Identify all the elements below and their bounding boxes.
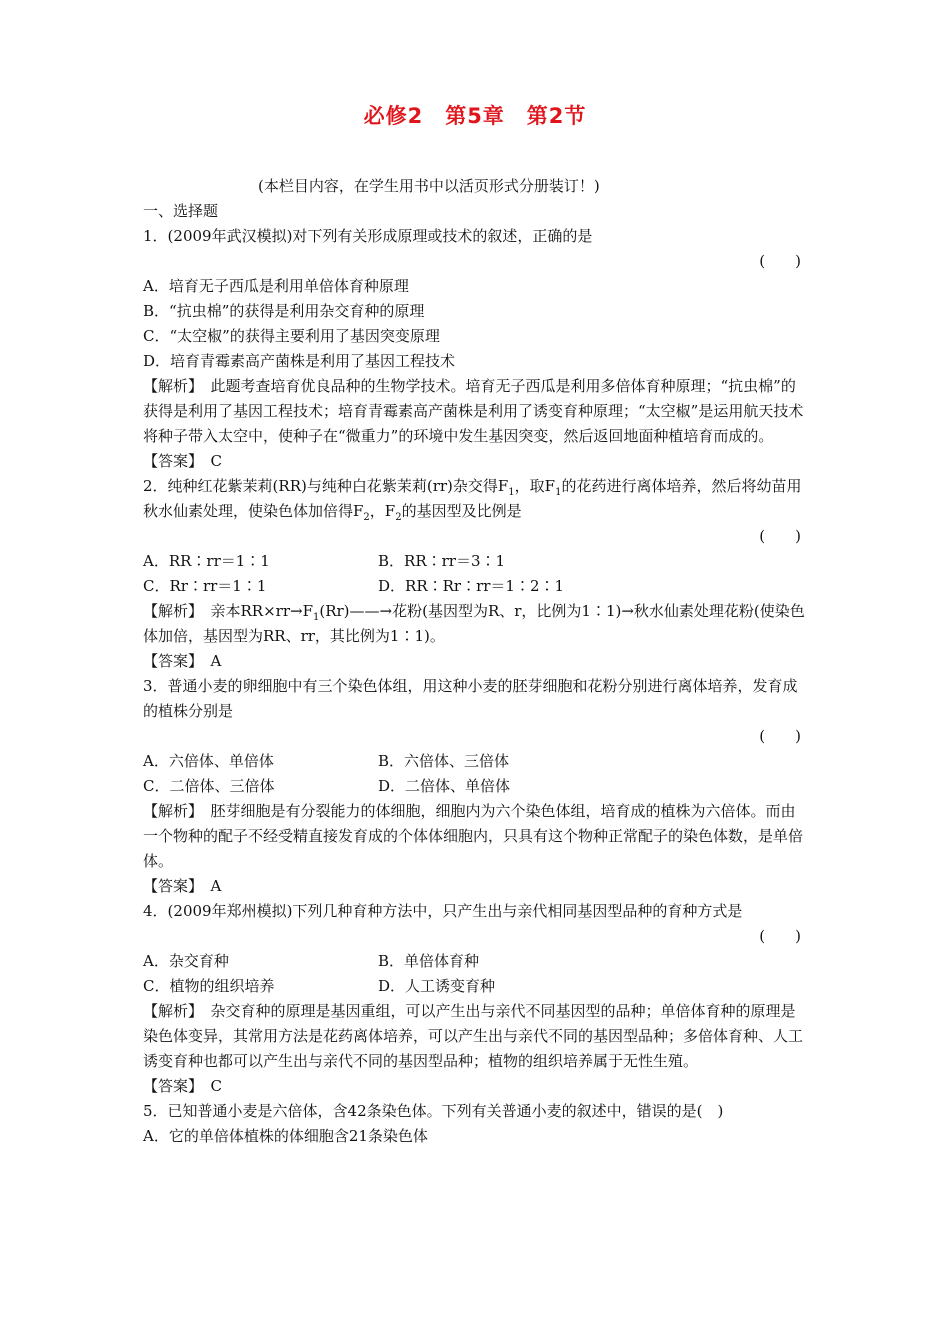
question-4-analysis: 【解析】 杂交育种的原理是基因重组，可以产生出与亲代不同基因型的品种；单倍体育种的原理是染色体变异，其常用方法是花药离体培养，可以产生出与亲代不同的基因型品种；多倍体育种、人工诱变育种也都可以产生出与亲代不同的基因型品种；植物的组织培养属于无性生殖。 [143, 1002, 804, 1070]
question-4-option-c: C．植物的组织培养 [143, 977, 275, 995]
question-2-stem: 2．纯种红花紫茉莉(RR)与纯种白花紫茉莉(rr)杂交得$F_1$，取$F_1$的花药进行离体培养，然后将幼苗用秋水仙素处理，使染色体加倍得$F_2$，$F_2$的基因型及比例是 [143, 477, 802, 523]
question-3-stem: 3．普通小麦的卵细胞中有三个染色体组，用这种小麦的胚芽细胞和花粉分别进行离体培养，发育成的植株分别是 [143, 677, 798, 720]
section-heading: 一、选择题 [143, 202, 219, 220]
binding-note: (本栏目内容，在学生用书中以活页形式分册装订！) [258, 177, 600, 195]
question-4-stem: 4．(2009年郑州模拟)下列几种育种方法中，只产生出与亲代相同基因型品种的育种方式是 [143, 902, 743, 920]
question-4-option-d: D．人工诱变育种 [378, 977, 496, 995]
question-2-options-row-2 [143, 574, 807, 599]
question-4-options-row-1 [143, 949, 807, 974]
question-1-analysis: 【解析】 此题考查培育优良品种的生物学技术。培育无子西瓜是利用多倍体育种原理；“抗虫棉”的获得是利用了基因工程技术；培育青霉素高产菌株是利用了诱变育种原理；“太空椒”是运用航天技术将种子带入太空中，使种子在“微重力”的环境中发生基因突变，然后返回地面种植培育而成的。 [143, 377, 804, 445]
question-3-option-c: C．二倍体、三倍体 [143, 777, 275, 795]
question-3-option-b: B．六倍体、三倍体 [378, 752, 510, 770]
question-3-options-row-2 [143, 774, 807, 799]
question-4-option-b: B．单倍体育种 [378, 952, 480, 970]
question-5-stem: 5．已知普通小麦是六倍体，含42条染色体。下列有关普通小麦的叙述中，错误的是( ) [143, 1102, 724, 1120]
question-4-options-row-2 [143, 974, 807, 999]
question-1-answer: 【答案】 C [143, 452, 222, 470]
question-1-option-b: B．“抗虫棉”的获得是利用杂交育种的原理 [143, 302, 425, 320]
question-3-answer: 【答案】 A [143, 877, 222, 895]
question-1-option-d: D．培育青霉素高产菌株是利用了基因工程技术 [143, 352, 456, 370]
question-2-option-a: A．RR∶rr＝1∶1 [143, 552, 270, 570]
answer-blank: ( ) [759, 527, 801, 545]
question-2-option-c: C．Rr∶rr＝1∶1 [143, 577, 267, 595]
question-2-options-row-1 [143, 549, 807, 574]
answer-blank: ( ) [759, 252, 801, 270]
question-2-analysis: 【解析】 亲本$RR\times rr\to F_1(Rr)——\to$花粉(基因型为R、r，比例为1∶1)→秋水仙素处理花粉(使染色体加倍，基因型为RR、rr，其比例为1∶1)。 [143, 602, 805, 645]
question-5-option-a: A．它的单倍体植株的体细胞含21条染色体 [143, 1127, 428, 1145]
question-3-options-row-1 [143, 749, 807, 774]
question-1-stem: 1．(2009年武汉模拟)对下列有关形成原理或技术的叙述，正确的是 [143, 227, 593, 245]
page-title: 必修2 第5章 第2节 [363, 104, 587, 128]
document-body [143, 199, 807, 1149]
question-2-answer: 【答案】 A [143, 652, 222, 670]
question-2-option-b: B．RR∶rr＝3∶1 [378, 552, 506, 570]
answer-blank: ( ) [759, 727, 801, 745]
question-4-option-a: A．杂交育种 [143, 952, 229, 970]
question-1-option-a: A．培育无子西瓜是利用单倍体育种原理 [143, 277, 409, 295]
question-1-option-c: C．“太空椒”的获得主要利用了基因突变原理 [143, 327, 440, 345]
question-3-analysis: 【解析】 胚芽细胞是有分裂能力的体细胞，细胞内为六个染色体组，培育成的植株为六倍体。而由一个物种的配子不经受精直接发育成的个体体细胞内，只具有这个物种正常配子的染色体数，是单倍体。 [143, 802, 804, 870]
answer-blank: ( ) [759, 927, 801, 945]
question-4-answer: 【答案】 C [143, 1077, 222, 1095]
question-2-option-d: D．RR∶Rr∶rr＝1∶2∶1 [378, 577, 565, 595]
question-3-option-a: A．六倍体、单倍体 [143, 752, 274, 770]
question-3-option-d: D．二倍体、单倍体 [378, 777, 511, 795]
